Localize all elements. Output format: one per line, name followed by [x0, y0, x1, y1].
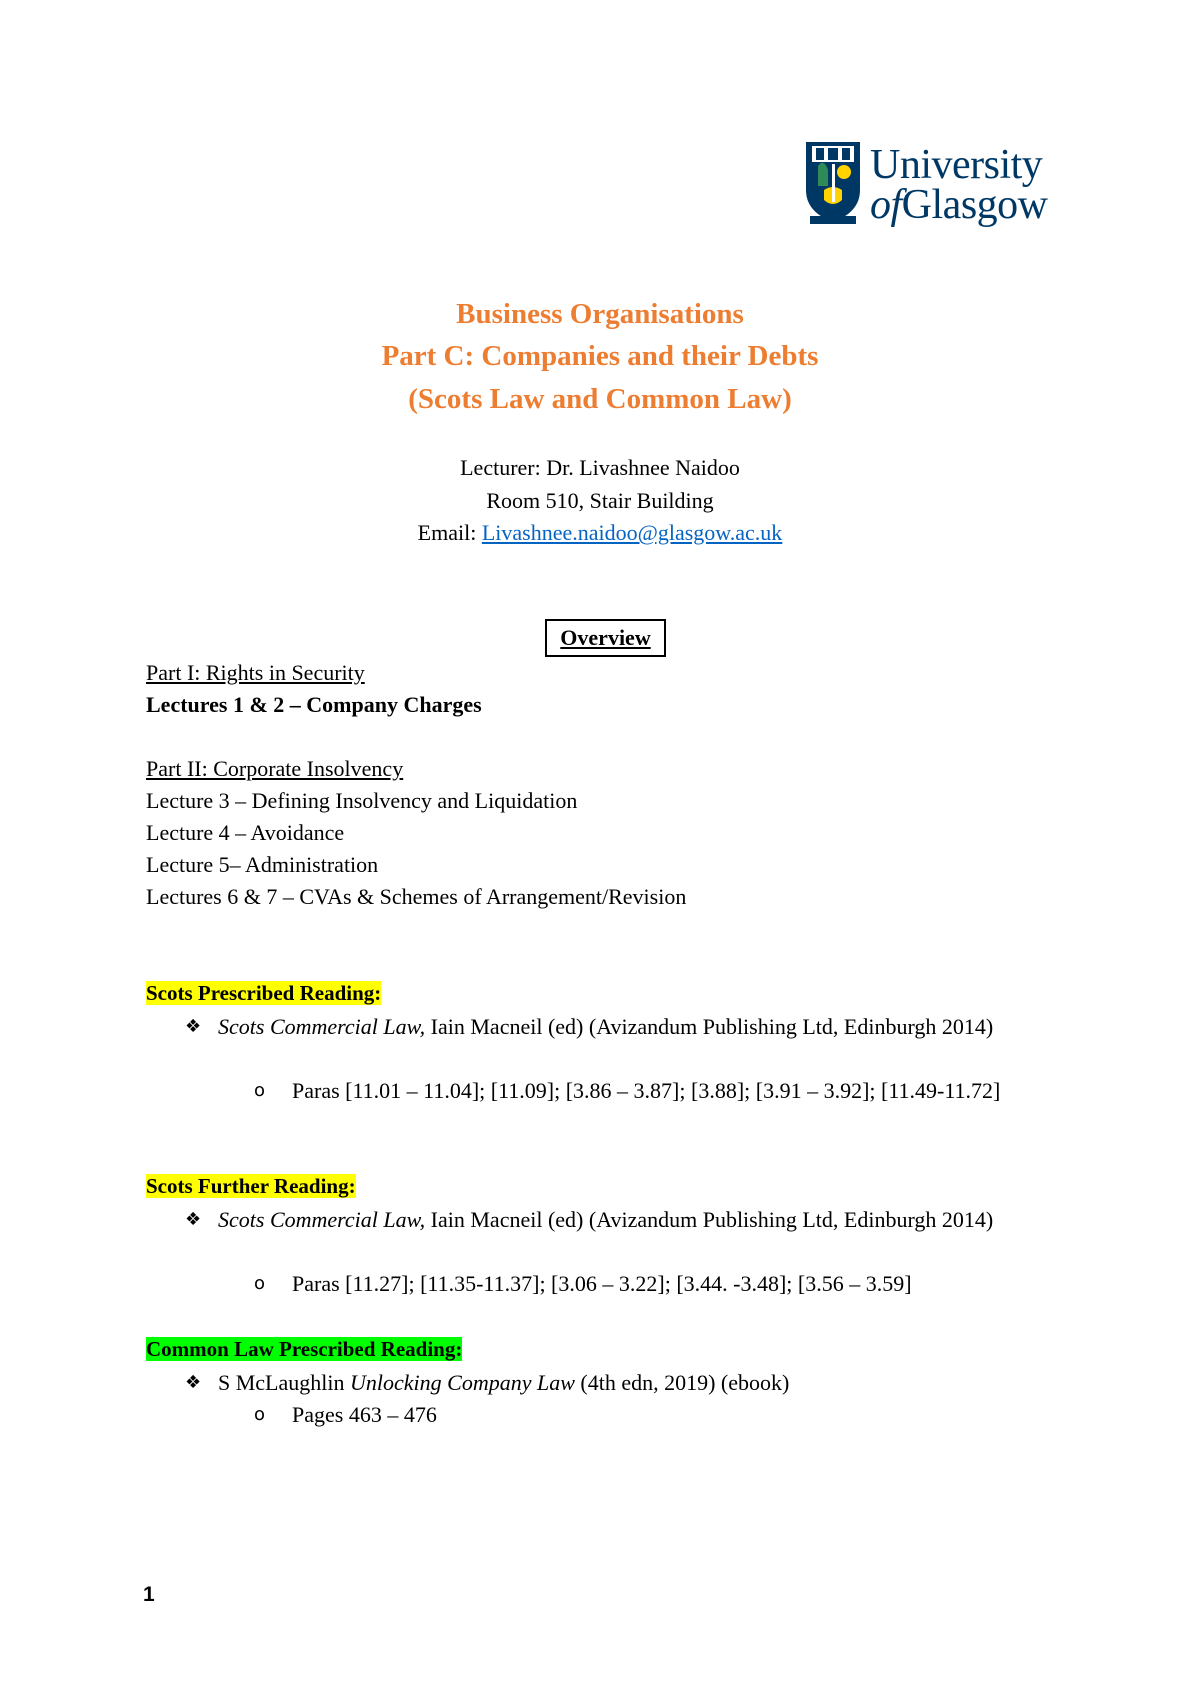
- part1-title: Part I: Rights in Security: [146, 660, 365, 685]
- page-number: 1: [143, 1583, 155, 1606]
- circle-bullet-icon: o: [254, 1404, 266, 1425]
- lecturer-name: Lecturer: Dr. Livashnee Naidoo: [460, 455, 740, 480]
- lecturer-room: Room 510, Stair Building: [486, 488, 714, 513]
- diamond-bullet-icon: ❖: [185, 1209, 202, 1230]
- diamond-bullet-icon: ❖: [185, 1016, 202, 1037]
- part1-lectures: Lectures 1 & 2 – Company Charges: [146, 692, 482, 717]
- diamond-bullet-icon: ❖: [185, 1372, 202, 1393]
- email-link[interactable]: Livashnee.naidoo@glasgow.ac.uk: [481, 520, 783, 545]
- circle-bullet-icon: o: [254, 1273, 266, 1294]
- scots-prescribed-heading: Scots Prescribed Reading:: [146, 981, 382, 1005]
- document-title: Business Organisations: [456, 298, 744, 330]
- lecture-item: Lecture 3 – Defining Insolvency and Liquidation: [146, 788, 578, 813]
- lecture-item: Lecture 5– Administration: [146, 852, 379, 877]
- reading-sub-bullet: o Paras [11.01 – 11.04]; [11.09]; [3.86 – 3.87]; [3.88]; [3.91 – 3.92]; [11.49-11.72]: [254, 1075, 1060, 1107]
- reading-bullet: ❖ Scots Commercial Law, Iain Macneil (ed) (Avizandum Publishing Ltd, Edinburgh 2014): [185, 1204, 1060, 1236]
- lecturer-email: [0, 520, 1200, 546]
- reading-sub-bullet: o Pages 463 – 476: [254, 1399, 1060, 1431]
- reading-sub-bullet: o Paras [11.27]; [11.35-11.37]; [3.06 – 3.22]; [3.44. -3.48]; [3.56 – 3.59]: [254, 1268, 1060, 1300]
- reading-bullet: ❖ Scots Commercial Law, Iain Macneil (ed) (Avizandum Publishing Ltd, Edinburgh 2014): [185, 1011, 1060, 1043]
- reading-bullet: ❖ S McLaughlin Unlocking Company Law (4th edn, 2019) (ebook): [185, 1367, 1060, 1399]
- common-prescribed-heading: Common Law Prescribed Reading:: [146, 1337, 463, 1361]
- email-label: Email:: [417, 520, 477, 545]
- part2-title: Part II: Corporate Insolvency: [146, 756, 404, 781]
- scots-further-heading: Scots Further Reading:: [146, 1174, 356, 1198]
- university-logo: [804, 140, 1066, 230]
- university-crest-icon: [804, 140, 862, 226]
- lecture-item: Lecture 4 – Avoidance: [146, 820, 345, 845]
- lecture-item: Lectures 6 & 7 – CVAs & Schemes of Arrangement/Revision: [146, 884, 687, 909]
- circle-bullet-icon: o: [254, 1080, 266, 1101]
- document-subtitle: Part C: Companies and their Debts: [381, 340, 819, 372]
- document-subtitle-2: (Scots Law and Common Law): [408, 383, 792, 415]
- overview-heading: Overview: [545, 619, 666, 657]
- logo-word-university: University: [870, 142, 1043, 188]
- logo-word-of-glasgow: ofGlasgow: [870, 182, 1048, 228]
